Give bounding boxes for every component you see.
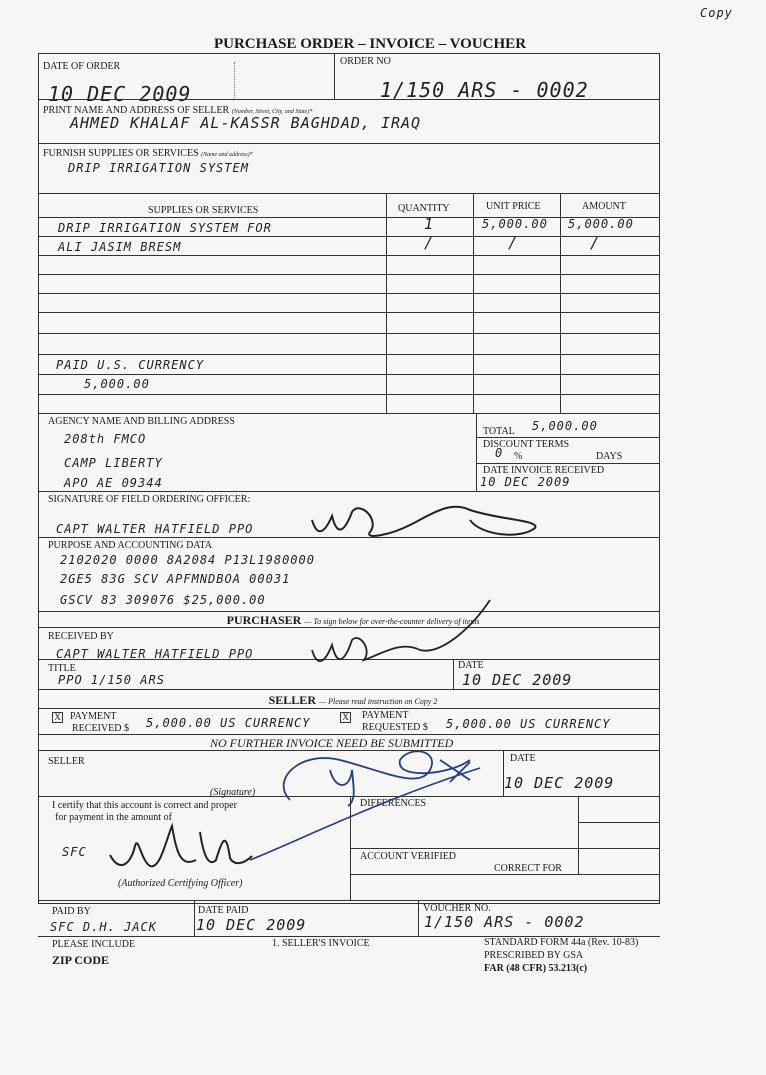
- title-value[interactable]: PPO 1/150 ARS: [58, 673, 165, 687]
- payment-requested-value[interactable]: 5,000.00 US CURRENCY: [446, 717, 611, 731]
- furnish-value[interactable]: DRIP IRRIGATION SYSTEM: [68, 161, 249, 175]
- discount-label: DISCOUNT TERMS: [483, 439, 570, 450]
- paid-note-1: PAID U.S. CURRENCY: [56, 358, 205, 372]
- certify-sfc: SFC: [62, 845, 87, 859]
- seller-date-value[interactable]: 10 DEC 2009: [504, 774, 615, 792]
- item-row-1-price[interactable]: 5,000.00: [482, 217, 548, 231]
- item-row-2-price[interactable]: /: [508, 234, 519, 252]
- date-invoice-label: DATE INVOICE RECEIVED: [483, 465, 605, 476]
- agency-line-2[interactable]: CAMP LIBERTY: [64, 456, 163, 470]
- payment-requested-checkbox[interactable]: X: [340, 712, 351, 723]
- payment-requested-label-2: REQUESTED $: [362, 722, 428, 733]
- footer-far: FAR (48 CFR) 53.213(c): [484, 963, 588, 974]
- title-label: TITLE: [48, 663, 76, 674]
- furnish-label: FURNISH SUPPLIES OR SERVICES (Name and address)*: [43, 148, 253, 159]
- account-verified-label: ACCOUNT VERIFIED: [360, 851, 457, 862]
- quantity-header: QUANTITY: [398, 203, 450, 214]
- paid-by-label: PAID BY: [52, 906, 91, 917]
- discount-days: DAYS: [596, 451, 623, 462]
- date-of-order-label: DATE OF ORDER: [43, 61, 121, 72]
- footer-please-include: PLEASE INCLUDE: [52, 939, 136, 950]
- date-paid-label: DATE PAID: [198, 905, 249, 916]
- date-paid-value[interactable]: 10 DEC 2009: [196, 916, 307, 934]
- correct-for-label: CORRECT FOR: [494, 863, 562, 874]
- received-by-value[interactable]: CAPT WALTER HATFIELD PPO: [56, 647, 254, 661]
- agency-label: AGENCY NAME AND BILLING ADDRESS: [48, 416, 235, 427]
- footer-sellers-invoice: 1. SELLER'S INVOICE: [272, 938, 370, 949]
- payment-received-value[interactable]: 5,000.00 US CURRENCY: [146, 716, 311, 730]
- corner-note: Copy: [700, 6, 733, 20]
- date-value[interactable]: 10 DEC 2009: [462, 671, 573, 689]
- item-row-2-qty[interactable]: /: [424, 234, 435, 252]
- purpose-line-2[interactable]: 2GE5 83G SCV APFMNDBOA 00031: [60, 572, 291, 586]
- item-row-1-amount[interactable]: 5,000.00: [568, 217, 634, 231]
- paid-note-2: 5,000.00: [84, 377, 150, 391]
- no-further-invoice: NO FURTHER INVOICE NEED BE SUBMITTED: [210, 736, 454, 750]
- supplies-header: SUPPLIES OR SERVICES: [148, 205, 259, 216]
- purpose-label: PURPOSE AND ACCOUNTING DATA: [48, 540, 212, 551]
- certify-line-1: I certify that this account is correct and proper: [52, 800, 237, 811]
- discount-pct: %: [514, 451, 523, 462]
- signature-caption: (Signature): [210, 787, 256, 798]
- form-title: PURCHASE ORDER – INVOICE – VOUCHER: [213, 36, 527, 52]
- purchaser-section: PURCHASER — To sign below for over-the-counter delivery of items: [226, 613, 480, 627]
- date-label: DATE: [458, 660, 484, 671]
- differences-label: DIFFERENCES: [360, 798, 427, 809]
- order-no-value[interactable]: 1/150 ARS - 0002: [380, 78, 589, 102]
- discount-pct-value[interactable]: 0: [495, 446, 504, 460]
- received-by-label: RECEIVED BY: [48, 631, 114, 642]
- payment-received-checkbox[interactable]: X: [52, 712, 63, 723]
- seller-section: SELLER — Please read instruction on Copy 2: [268, 693, 438, 707]
- certify-line-2: for payment in the amount of: [55, 812, 172, 823]
- agency-line-3[interactable]: APO AE 09344: [64, 476, 163, 490]
- seller-value[interactable]: AHMED KHALAF AL-KASSR BAGHDAD, IRAQ: [70, 114, 422, 132]
- payment-received-label-1: PAYMENT: [70, 711, 117, 722]
- payment-received-label-2: RECEIVED $: [72, 723, 129, 734]
- purpose-line-1[interactable]: 2102020 0000 8A2084 P13L1980000: [60, 553, 315, 567]
- purpose-line-3[interactable]: GSCV 83 309076 $25,000.00: [60, 593, 266, 607]
- agency-line-1[interactable]: 208th FMCO: [64, 432, 147, 446]
- voucher-label: VOUCHER NO.: [423, 903, 491, 914]
- item-row-1-qty[interactable]: 1: [424, 215, 435, 233]
- payment-requested-label-1: PAYMENT: [362, 710, 409, 721]
- unit-price-header: UNIT PRICE: [486, 201, 541, 212]
- seller-date-label: DATE: [510, 753, 536, 764]
- footer-prescribed: PRESCRIBED BY GSA: [484, 950, 584, 961]
- field-officer-label: SIGNATURE OF FIELD ORDERING OFFICER:: [48, 494, 251, 505]
- total-label: TOTAL: [483, 426, 515, 437]
- field-officer-value[interactable]: CAPT WALTER HATFIELD PPO: [56, 522, 254, 536]
- item-row-2-desc[interactable]: ALI JASIM BRESM: [58, 240, 182, 254]
- seller-sig-label: SELLER: [48, 756, 85, 767]
- footer-zip-code: ZIP CODE: [52, 953, 110, 967]
- seller-label: PRINT NAME AND ADDRESS OF SELLER (Number, Street, City, and State)*: [43, 105, 313, 116]
- paid-by-value[interactable]: SFC D.H. JACK: [50, 920, 157, 934]
- item-row-1-desc[interactable]: DRIP IRRIGATION SYSTEM FOR: [58, 221, 272, 235]
- date-invoice-value[interactable]: 10 DEC 2009: [480, 475, 571, 489]
- total-value[interactable]: 5,000.00: [532, 419, 598, 433]
- item-row-2-amount[interactable]: /: [590, 234, 601, 252]
- order-no-label: ORDER NO: [340, 56, 391, 67]
- certifying-officer-caption: (Authorized Certifying Officer): [118, 878, 243, 889]
- amount-header: AMOUNT: [582, 201, 626, 212]
- voucher-value[interactable]: 1/150 ARS - 0002: [424, 913, 585, 931]
- date-of-order-value[interactable]: 10 DEC 2009: [48, 82, 192, 106]
- footer-standard-form: STANDARD FORM 44a (Rev. 10-83): [484, 937, 639, 948]
